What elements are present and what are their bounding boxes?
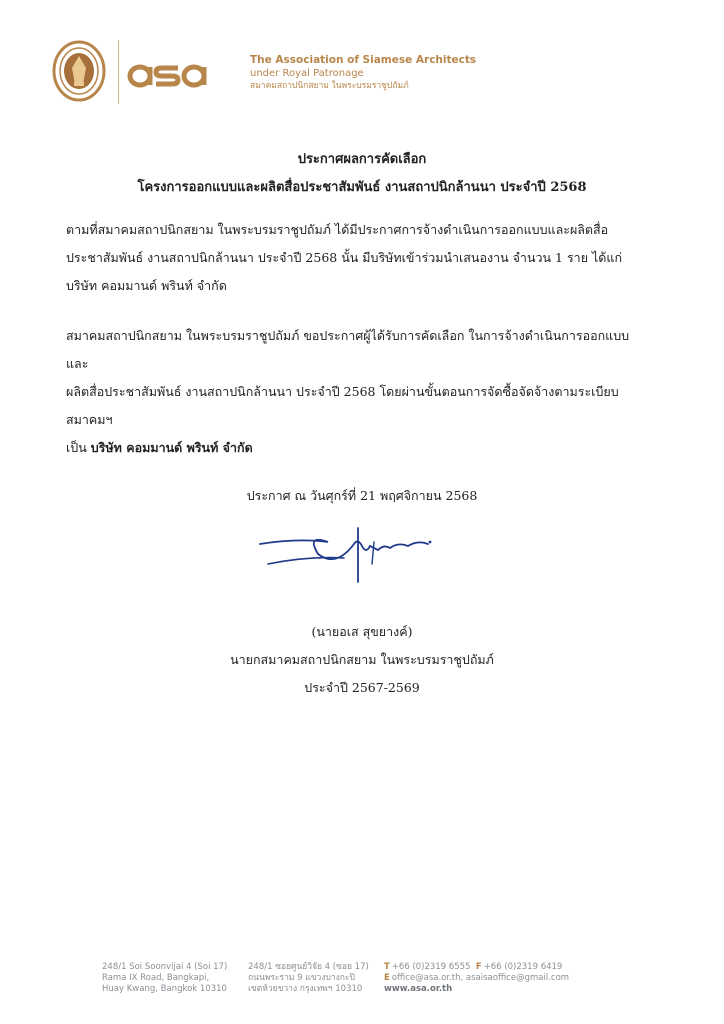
email-label: E: [384, 973, 390, 983]
org-name-en: The Association of Siamese Architects: [250, 54, 477, 66]
paragraph-1-line: ตามที่สมาคมสถาปนิกสยาม ในพระบรมราชูปถัมภ์ ได้มีประกาศการจ้างดำเนินการออกแบบและผลิตสื่อ: [66, 222, 609, 237]
announcement-title: ประกาศผลการคัดเลือก: [297, 152, 427, 167]
signer-term: ประจำปี 2567-2569: [304, 680, 420, 695]
asa-wordmark-logo: [126, 56, 216, 88]
paragraph-1-line: ประชาสัมพันธ์ งานสถาปนิกล้านนา ประจำปี 2568 นั้น มีบริษัทเข้าร่วมนำเสนองาน จำนวน 1 ราย ได้แก่: [66, 250, 623, 265]
signatory-block: [0, 618, 724, 702]
organization-name: [250, 54, 476, 93]
selected-company: บริษัท คอมมานด์ พรินท์ จำกัด: [90, 440, 253, 455]
announcement-subtitle: โครงการออกแบบและผลิตสื่อประชาสัมพันธ์ งานสถาปนิกล้านนา ประจำปี 2568: [137, 180, 587, 195]
footer-contact-details: [384, 962, 569, 995]
tel-number: +66 (0)2319 6555: [391, 962, 471, 972]
address-line: เขตห้วยขวาง กรุงเทพฯ 10310: [248, 984, 363, 994]
phone-fax-line: [384, 962, 569, 973]
address-line: 248/1 Soi Soonvijai 4 (Soi 17): [102, 962, 228, 972]
paragraph-1-line: บริษัท คอมมานด์ พรินท์ จำกัด: [66, 278, 227, 293]
letterhead: [52, 36, 672, 108]
website-link[interactable]: www.asa.or.th: [384, 984, 453, 994]
signer-name: (นายอเส สุขยางค์): [311, 624, 413, 639]
address-line: Rama IX Road, Bangkapi,: [102, 973, 210, 983]
address-line: ถนนพระราม 9 แขวงบางกะปิ: [248, 973, 355, 983]
announcement-date: ประกาศ ณ วันศุกร์ที่ 21 พฤศจิกายน 2568: [246, 488, 478, 503]
email-line: [384, 973, 569, 984]
signature-image: [258, 524, 438, 584]
paragraph-2-line: ผลิตสื่อประชาสัมพันธ์ งานสถาปนิกล้านนา ประจำปี 2568 โดยผ่านขั้นตอนการจัดซื้อจัดจ้างตามระเบียบสมาคมฯ: [66, 384, 619, 427]
org-name-th: สมาคมสถาปนิกสยาม ในพระบรมราชูปถัมภ์: [250, 81, 409, 91]
fax-number: +66 (0)2319 6419: [483, 962, 563, 972]
address-line: 248/1 ซอยศูนย์วิจัย 4 (ซอย 17): [248, 962, 369, 972]
asa-seal-icon: [52, 38, 106, 102]
paragraph-1: [66, 216, 636, 300]
email-address: office@asa.or.th, asaisaoffice@gmail.com: [391, 973, 570, 983]
paragraph-2-line: สมาคมสถาปนิกสยาม ในพระบรมราชูปถัมภ์ ขอประกาศผู้ได้รับการคัดเลือก ในการจ้างดำเนินการออกแบบและ: [66, 328, 630, 371]
tel-label: T: [384, 962, 390, 972]
address-line: Huay Kwang, Bangkok 10310: [102, 984, 227, 994]
paragraph-2-prefix: เป็น: [66, 440, 91, 455]
paragraph-2: [66, 322, 636, 462]
footer-address-en: [102, 962, 227, 995]
signer-title: นายกสมาคมสถาปนิกสยาม ในพระบรมราชูปถัมภ์: [230, 652, 494, 667]
footer-address-th: [248, 962, 369, 995]
paragraph-2-line: [66, 434, 636, 462]
fax-label: F: [475, 962, 482, 972]
org-sub-en: under Royal Patronage: [250, 68, 364, 79]
header-divider: [118, 40, 119, 104]
announcement-heading: [0, 146, 724, 202]
